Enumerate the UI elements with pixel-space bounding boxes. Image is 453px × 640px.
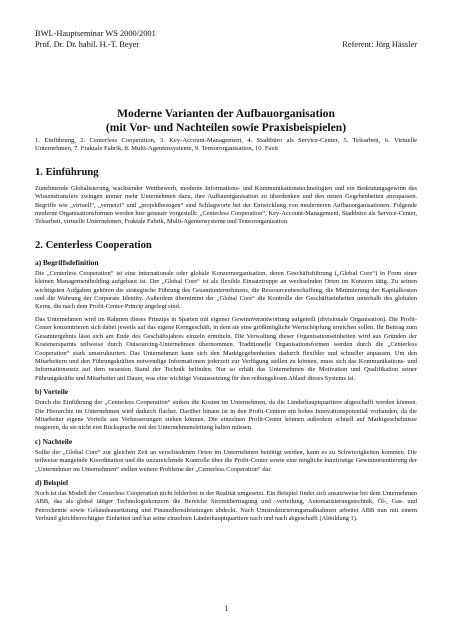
subsection-b-text: Durch die Einführung der „Centerless Cooperation“ sinken die Kosten im Unternehmen, da die Länderhauptquartiere abgeschafft werden können. Die Hierarchie im Unternehmen wird dadurch flacher. Darüber hinaus ist in den Profit-Centern ein hohes Innovationspotential vorhanden, da die Mitarbeiter eigene Vorteile aus Verbesserungen ziehen können. Die einzelnen Profit-Center können außerdem schnell auf Marktgeschehnisse reagieren, da sie nicht erst Rücksprache mit der Unternehmensleitung halten müssen. xyxy=(35,399,417,432)
document-title xyxy=(35,107,417,134)
referent-line: Referent: Jörg Hässler xyxy=(342,40,417,49)
section-2-heading: 2. Centerless Cooperation xyxy=(35,239,152,251)
section-1-text: Zunehmende Globalisierung, wachsender Wettbewerb, moderne Informations- und Kommunikationstechnologien und ein Bedeutungsgewinn des Wissenstransfers zwingen immer mehr Unternehmen dazu, ihre Aufbauorganisation zu überdenken und den neuen Gegebenheiten anzupassen. Begriffe wie „virtuell“, „vernetzt“ und „projektbezogen“ sind Schlagworte bei der Entwicklung von moderneren Aufbauorganisationen. Folgende moderne Organisationsformen werden hier genauer vorgestellt: „Centerless Cooperation“, Key-Account-Management, Stadtbüro als Service-Center, Telearbeit, virtuelle Unternehmen, Fraktale Fabrik, Multi-Agentensysteme und Tensororganisation. xyxy=(35,184,417,226)
table-of-contents: 1. Einführung, 2. Centerless Cooperation, 3. Key-Account-Management, 4. Stadtbüro als Service-Center, 5. Telearbeit, 6. Virtuelle Unternehmen, 7. Fraktale Fabrik, 8. Multi-Agentensysteme, 9. Tensororganisation, 10. Fazit xyxy=(35,137,417,153)
section-1-heading: 1. Einführung xyxy=(35,166,99,178)
seminar-line: BWL-Hauptseminar WS 2000/2001 xyxy=(35,29,156,38)
document-page xyxy=(35,28,417,528)
title-line-1: Moderne Varianten der Aufbauorganisation xyxy=(117,107,335,120)
subsection-c-text: Sollte der „Global Core“ zur gleichen Zeit an verschiedenen Orten im Unternehmen benötigt werden, kann es zu Schwierigkeiten kommen. Die teilweise mangelnde Koordination und die unzureichende Kontrolle über die Profit-Center sowie eine mögliche kurzfristige Gewinnorientierung der „Unternehmer im Unternehmen“ stellen weitere Probleme der „Centerless Cooperation“ dar. xyxy=(35,448,417,473)
title-line-2: (mit Vor- und Nachteilen sowie Praxisbeispielen) xyxy=(105,120,347,134)
subsection-d-heading: d) Beispiel xyxy=(35,477,69,487)
subsection-a-heading: a) Begriffsdefinition xyxy=(35,257,99,267)
subsection-a-text-2: Das Unternehmen wird im Rahmen dieses Prinzips in Sparten mit eigener Gewinnverantwortung aufgeteilt (divisionale Organisation). Die Profit-Center konzentrieren sich dabei jeweils auf das eigene Kerngeschäft, in dem sie eine größtmögliche Wertschöpfung erreichen sollen. Ihr Beitrag zum Gesamtergebnis lässt sich am Ende des Geschäftsjahres einzeln ermitteln. Die Verwaltung dieser Organisationseinheiten wird aus Gründen der Kostenersparnis teilweise durch Outsourcing-Unternehmen übernommen. Traditionelle Organisationsformen werden durch die „Centerless Cooperation“ stark umstrukturiert. Das Unternehmen kann sich den Marktgegebenheiten dadurch flexibler und schneller anpassen. Um den Mitarbeitern und den Führungskräften notwendige Informationen jederzeit zur Verfügung stellen zu können, muss sich das Kommunikations- und Informationsnetz auf dem neuesten Stand der Technik befinden. Nur so erhält das Unternehmen die Motivation und Qualifikation seiner Führungskräfte und Mitarbeiter auf Dauer, was eine wichtige Voraussetzung für den reibungslosen Ablauf dieses Systems ist. xyxy=(35,315,417,382)
subsection-a-text-1: Die „Centerless Cooperation“ ist eine internationale oder globale Konzernorganisation, deren Geschäftsführung („Global Core“) in Form einer kleinen Managementholding aufgebaut ist. Der „Global Core“ ist als flexible Einsatztruppe an wechselnden Orten im Konzern tätig. Zu seinen wichtigsten Aufgaben gehören die strategische Führung des Gesamtunternehmens, die Ressourcenbeschaffung, die Minimierung der Kapitalkosten und die Wahrung der Corporate Identity. Außerdem übernimmt der „Global Core“ die Kontrolle der Geschäftseinheiten unterhalb des globalen Kerns, die nach dem Profit-Center-Prinzip angelegt sind. xyxy=(35,269,417,311)
page-header xyxy=(35,28,417,50)
page-number: 1 xyxy=(224,604,229,613)
subsection-d-text: Noch ist das Modell der Centerless Cooperation nicht fehlerfrei in der Realität umgesetzt. Ein Beispiel findet sich ansatzweise bei dem Unternehmen ABB, das als global tätiger Technologiekonzern die Bereiche Stromübertragung und -verteilung, Automatisierungstechnik, Öl-, Gas- und Petrochemie sowie Gebäudeausrüstung und Finanzdienstleistungen abdeckt. Nach Umstrukturierungsmaßnahmen arbeitet ABB nun mit einem Verbund gleichberechtigter Einheiten und hat seine einzelnen Länderhauptquartiere nach und nach abgeschafft (Abbildung 1). xyxy=(35,489,417,523)
professor-line: Prof. Dr. Dr. habil. H.-T. Beyer xyxy=(35,40,140,49)
subsection-c-heading: c) Nachteile xyxy=(35,436,73,446)
subsection-b-heading: b) Vorteile xyxy=(35,387,69,397)
